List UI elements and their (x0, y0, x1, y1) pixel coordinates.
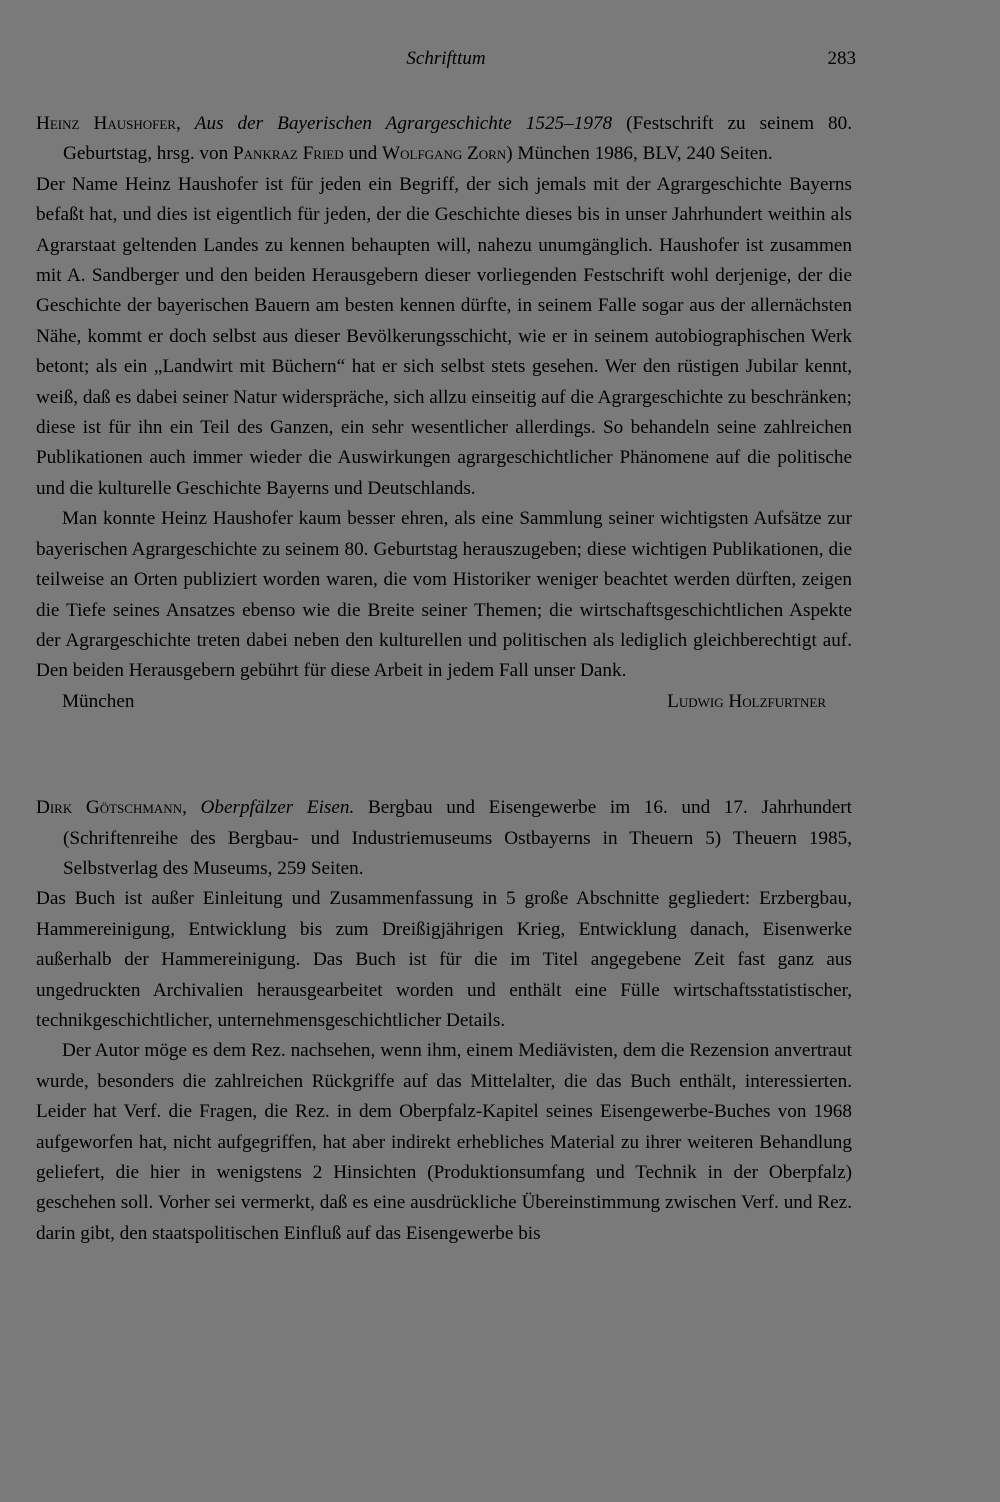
book-title: Aus der Bayerischen Agrargeschichte 1525–1978 (194, 113, 613, 134)
review-paragraph: Man konnte Heinz Haushofer kaum besser ehren, als eine Sammlung seiner wichtigsten Aufsätze zur bayerischen Agrargeschichte zu seinem 80. Geburtstag herauszugeben; diese wichtigen Publikationen, die teilweise an Orten publiziert worden waren, die vom Historiker weniger beachtet werden dürften, zeigen die Tiefe seines Ansatzes ebenso wie die Breite seiner Themen; die wirtschaftsgeschichtlichen Aspekte der Agrargeschichte treten dabei neben den kulturellen und politischen als lediglich gleichberechtigt auf. Den beiden Herausgebern gebührt für diese Arbeit in jedem Fall unser Dank. (36, 508, 852, 682)
bibliographic-entry (36, 793, 852, 884)
page-number: 283 (827, 48, 856, 69)
editor-name: Wolfgang Zorn (382, 143, 507, 165)
review-goetschmann (36, 793, 852, 1249)
review-paragraph: Das Buch ist außer Einleitung und Zusammenfassung in 5 große Abschnitte gegliedert: Erzbergbau, Hammereinigung, Entwicklung bis zum Dreißigjährigen Krieg, Entwicklung danach, Eisenwerke außerhalb der Hammereinigung. Das Buch ist für die im Titel angegebene Zeit fast ganz aus ungedruckten Archivalien herausgearbeitet worden und enthält eine Fülle wirtschaftsstatistischer, technikgeschichtlicher, unternehmensgeschichtlicher Details. (36, 888, 852, 1031)
reviewer-name: Ludwig Holzfurtner (667, 690, 826, 712)
review-signature (36, 687, 852, 717)
running-head-title: Schrifttum (406, 48, 486, 69)
running-head (36, 44, 856, 74)
review-haushofer (36, 109, 852, 717)
book-author: Dirk Götschmann, (36, 797, 187, 819)
bibliographic-details: Bergbau und Eisengewerbe im 16. und 17. Jahrhundert (Schriftenreihe des Bergbau- und Industriemuseums Ostbayerns in Theuern 5) Theuern 1985, Selbstverlag des Museums, 259 Seiten. (63, 797, 852, 879)
bibliographic-details: ) München 1986, BLV, 240 Seiten. (506, 143, 773, 165)
book-title: Oberpfälzer Eisen. (200, 797, 355, 819)
signature-place: München (62, 690, 135, 712)
review-paragraph: Der Name Heinz Haushofer ist für jeden ein Begriff, der sich jemals mit der Agrargeschichte Bayerns befaßt hat, und dies ist eigentlich für jeden, der die Geschichte dieses bis in unser Jahrhundert weithin als Agrarstaat geltenden Landes zu kennen behaupten will, nahezu unumgänglich. Haushofer ist zusammen mit A. Sandberger und den beiden Herausgebern dieser vorliegenden Festschrift wohl derjenige, der die Geschichte der bayerischen Bauern am besten kennen dürfte, in seinem Falle sogar aus der allernächsten Nähe, kommt er doch selbst aus dieser Bevölkerungsschicht, wie er in seinem autobiographischen Werk betont; als ein „Landwirt mit Büchern“ hat er sich selbst stets gesehen. Wer den rüstigen Jubilar kennt, weiß, daß es dabei seiner Natur widerspräche, sich allzu einseitig auf die Agrargeschichte zu beschränken; diese ist für ihn ein Teil des Ganzen, ein sehr wesentlicher allerdings. So behandeln seine zahlreichen Publikationen auch immer wieder die Auswirkungen agrargeschichtlicher Phänomene auf die politische und die kulturelle Geschichte Bayerns und Deutschlands. (36, 173, 852, 499)
editor-name: Pankraz Fried (233, 143, 344, 165)
page-content (36, 109, 852, 1249)
bibliographic-entry (36, 109, 852, 170)
bibliographic-details: (Festschrift zu seinem 80. Geburtstag, hrsg. von (63, 113, 852, 165)
section-spacer (36, 717, 852, 793)
book-author: Heinz Haushofer, (36, 113, 181, 134)
bibliographic-details: und (343, 143, 383, 165)
review-paragraph: Der Autor möge es dem Rez. nachsehen, wenn ihm, einem Mediävisten, dem die Rezension anvertraut wurde, besonders die zahlreichen Rückgriffe auf das Mittelalter, die das Buch enthält, interessierten. Leider hat Verf. die Fragen, die Rez. in dem Oberpfalz-Kapitel seines Eisengewerbe-Buches von 1968 aufgeworfen hat, nicht aufgegriffen, hat aber indirekt erhebliches Material zu ihrer weiteren Behandlung geliefert, die hier in wenigstens 2 Hinsichten (Produktionsumfang und Technik in der Oberpfalz) geschehen soll. Vorher sei vermerkt, daß es eine ausdrückliche Übereinstimmung zwischen Verf. und Rez. darin gibt, den staatspolitischen Einfluß auf das Eisengewerbe bis (36, 1040, 852, 1244)
